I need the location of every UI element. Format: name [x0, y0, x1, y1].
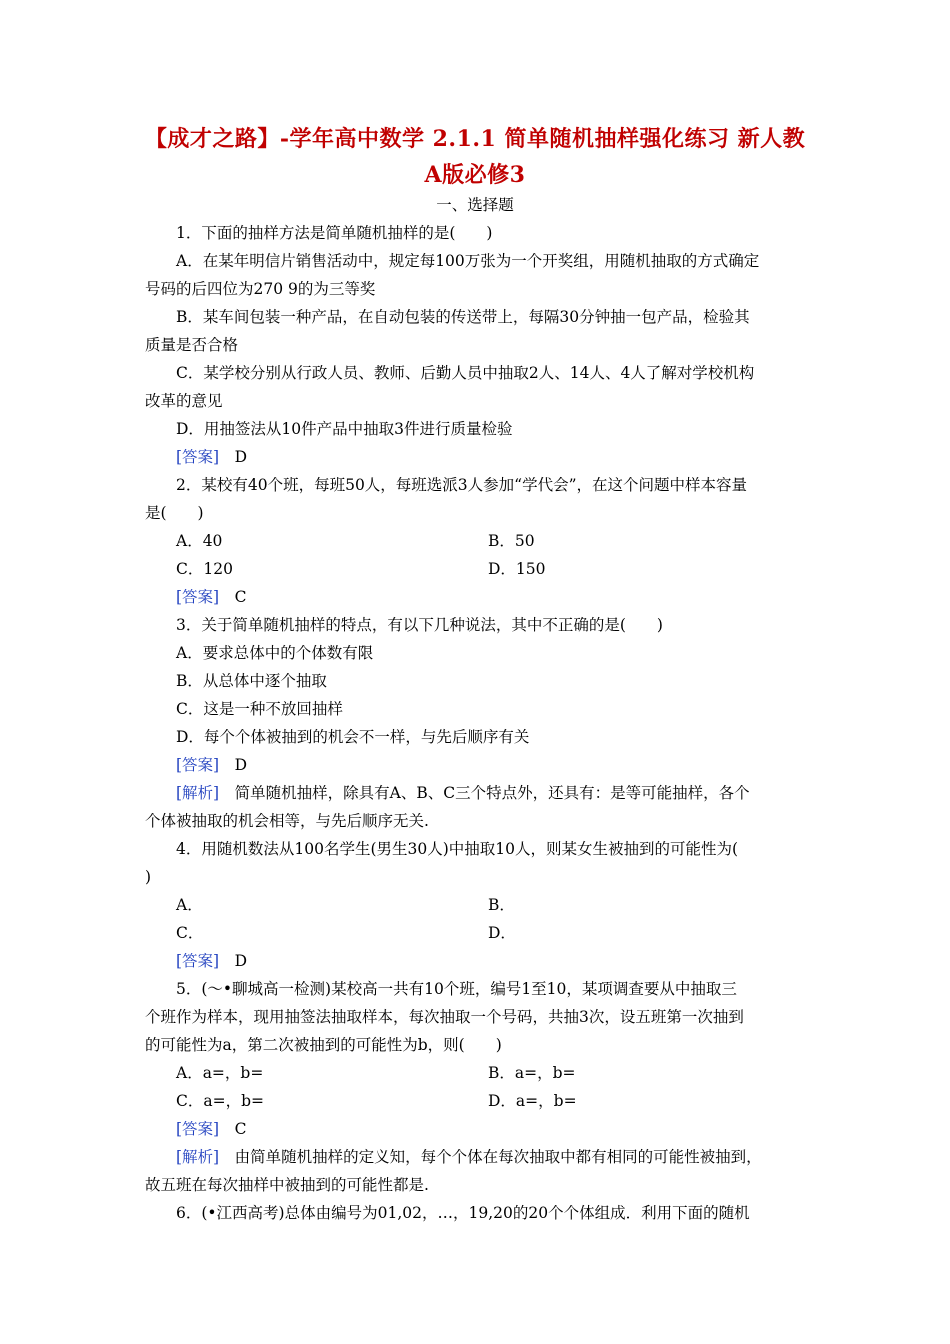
q3-option-b: B．从总体中逐个抽取 — [176, 672, 327, 690]
q5-stem-line1: 5．(～•聊城高一检测)某校高一共有10个班，编号1至10，某项调查要从中抽取三 — [176, 980, 737, 998]
q4-option-c: C． — [176, 924, 204, 942]
q6-stem-line1: 6．(•江西高考)总体由编号为01,02，…，19,20的20个个体组成．利用下面的随机 — [176, 1204, 750, 1222]
q1-stem: 1．下面的抽样方法是简单随机抽样的是( ) — [176, 224, 493, 242]
q4-answer — [176, 951, 247, 971]
q5-option-c: C．a=，b= — [176, 1092, 264, 1110]
q1-option-b-line1: B．某车间包装一种产品，在自动包装的传送带上，每隔30分钟抽一包产品，检验其 — [176, 308, 750, 326]
q2-option-b: B．50 — [488, 532, 535, 550]
answer-tag: [答案] — [176, 588, 220, 606]
q5-analysis-line2: 故五班在每次抽样中被抽到的可能性都是. — [145, 1176, 429, 1194]
analysis-tag: [解析] — [176, 1148, 220, 1166]
answer-value: D — [234, 448, 248, 466]
q4-option-b: B． — [488, 896, 515, 914]
q2-stem-line2: 是( ) — [145, 504, 204, 522]
analysis-tag: [解析] — [176, 784, 220, 802]
q5-option-d: D．a=，b= — [488, 1092, 577, 1110]
q3-option-d: D．每个个体被抽到的机会不一样，与先后顺序有关 — [176, 728, 530, 746]
q3-stem: 3．关于简单随机抽样的特点，有以下几种说法，其中不正确的是( ) — [176, 616, 663, 634]
document-title-line1: 【成才之路】-学年高中数学 2.1.1 简单随机抽样强化练习 新人教 — [144, 126, 806, 152]
q3-analysis-line1 — [176, 783, 750, 803]
q5-stem-line3: 的可能性为a，第二次被抽到的可能性为b，则( ) — [145, 1036, 502, 1054]
q5-analysis-line1 — [176, 1147, 762, 1167]
document-title-line2: A版必修3 — [424, 162, 526, 188]
q2-option-a: A．40 — [176, 532, 223, 550]
q4-option-a: A． — [176, 896, 203, 914]
q2-answer — [176, 587, 247, 607]
q4-stem-line2: ) — [145, 868, 152, 886]
q1-option-b-line2: 质量是否合格 — [145, 336, 239, 354]
q3-analysis-line2: 个体被抽取的机会相等，与先后顺序无关. — [145, 812, 429, 830]
q1-option-c-line2: 改革的意见 — [145, 392, 223, 410]
q5-stem-line2: 个班作为样本，现用抽签法抽取样本，每次抽取一个号码，共抽3次，设五班第一次抽到 — [145, 1008, 744, 1026]
q5-answer — [176, 1119, 247, 1139]
answer-tag: [答案] — [176, 952, 220, 970]
q2-option-d: D．150 — [488, 560, 546, 578]
q1-answer — [176, 447, 247, 467]
answer-tag: [答案] — [176, 448, 220, 466]
answer-value: D — [234, 952, 248, 970]
q4-stem-line1: 4．用随机数法从100名学生(男生30人)中抽取10人，则某女生被抽到的可能性为( — [176, 840, 739, 858]
analysis-text: 简单随机抽样，除具有A、B、C三个特点外，还具有：是等可能抽样，各个 — [234, 784, 750, 802]
answer-value: C — [234, 588, 247, 606]
q1-option-c-line1: C．某学校分别从行政人员、教师、后勤人员中抽取2人、14人、4人了解对学校机构 — [176, 364, 755, 382]
q2-option-c: C．120 — [176, 560, 233, 578]
q3-option-c: C．这是一种不放回抽样 — [176, 700, 343, 718]
q2-stem-line1: 2．某校有40个班，每班50人，每班选派3人参加“学代会”，在这个问题中样本容量 — [176, 476, 748, 494]
answer-tag: [答案] — [176, 756, 220, 774]
q3-option-a: A．要求总体中的个体数有限 — [176, 644, 374, 662]
q5-option-a: A．a=，b= — [176, 1064, 264, 1082]
analysis-text: 由简单随机抽样的定义知，每个个体在每次抽取中都有相同的可能性被抽到， — [234, 1148, 762, 1166]
answer-tag: [答案] — [176, 1120, 220, 1138]
answer-value: D — [234, 756, 248, 774]
q1-option-a-line1: A．在某年明信片销售活动中，规定每100万张为一个开奖组，用随机抽取的方式确定 — [176, 252, 760, 270]
q4-option-d: D． — [488, 924, 516, 942]
q3-answer — [176, 755, 247, 775]
q1-option-d: D．用抽签法从10件产品中抽取3件进行质量检验 — [176, 420, 513, 438]
section-heading: 一、选择题 — [436, 196, 514, 214]
q5-option-b: B．a=，b= — [488, 1064, 576, 1082]
q1-option-a-line2: 号码的后四位为270 9的为三等奖 — [145, 280, 376, 298]
answer-value: C — [234, 1120, 247, 1138]
